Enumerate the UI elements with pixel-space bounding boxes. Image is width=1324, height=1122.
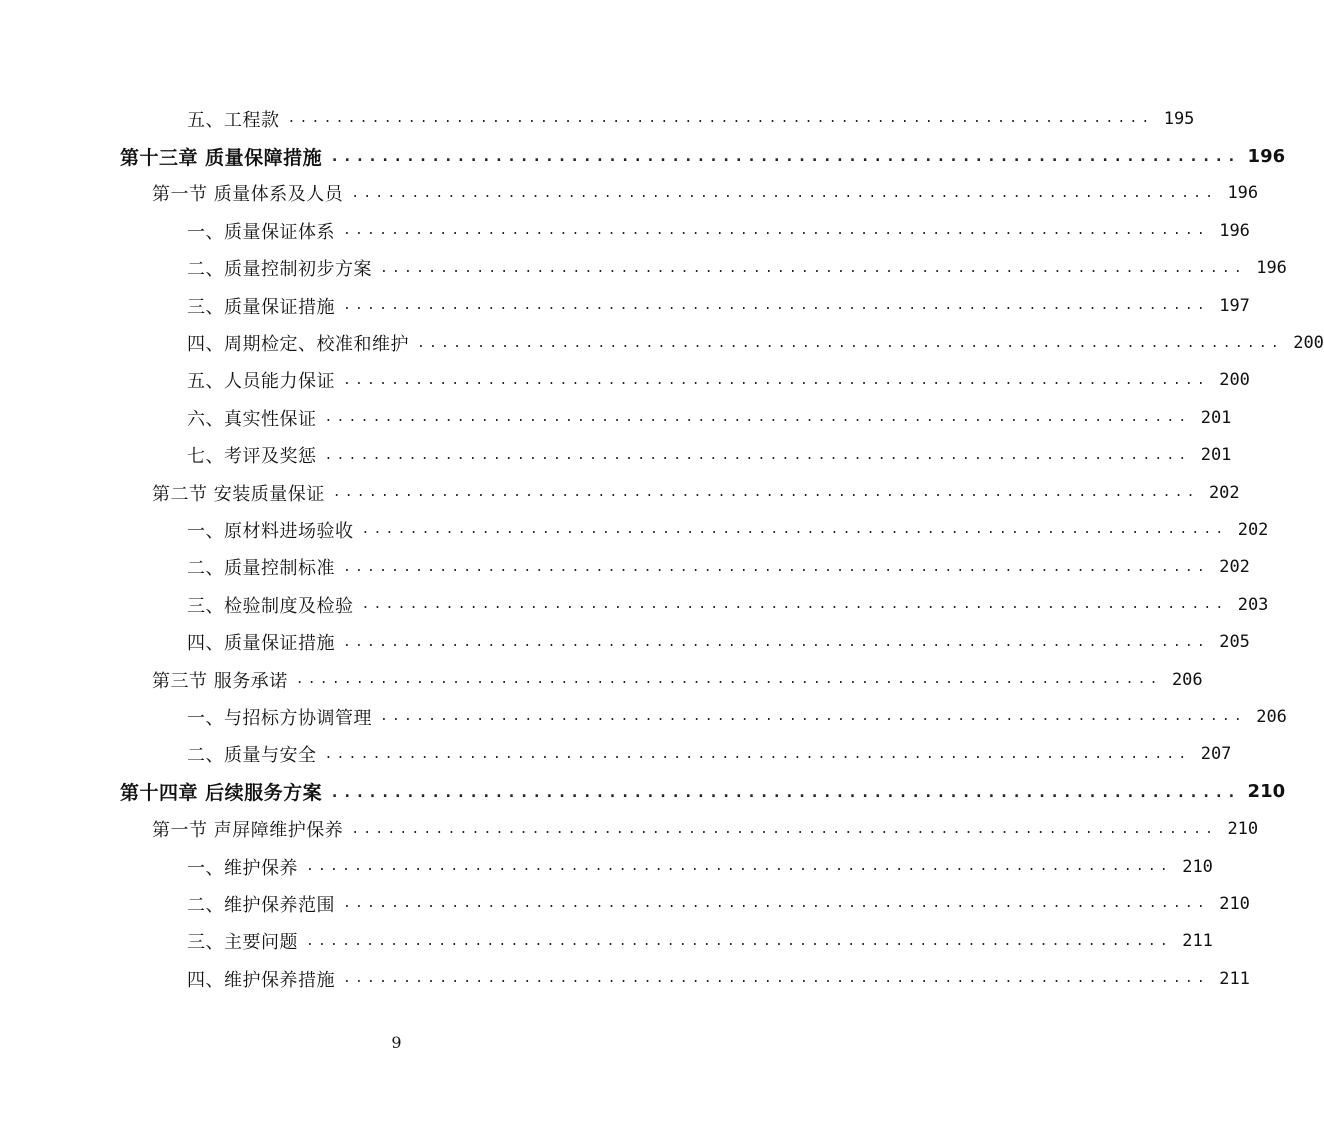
toc-entry-page: 210 <box>1247 781 1286 803</box>
toc-entry-title: 第十三章 质量保障措施 <box>120 146 323 169</box>
dot-leader: ........................................................................ <box>330 782 1240 801</box>
toc-chapter[interactable] <box>0 137 1286 174</box>
toc-entry-title: 一、原材料进场验收 <box>187 520 354 542</box>
toc-entry-page: 201 <box>1200 445 1232 466</box>
dot-leader: ........................................................................ <box>417 335 1283 351</box>
toc-entry-title: 四、质量保证措施 <box>187 633 335 655</box>
dot-leader: ........................................................................ <box>324 447 1191 463</box>
toc-entry[interactable] <box>0 212 1250 249</box>
toc-entry-page: 210 <box>1182 856 1213 877</box>
toc-entry-title: 五、工程款 <box>187 109 280 131</box>
toc-entry-page: 207 <box>1200 744 1232 765</box>
toc-entry-title: 一、维护保养 <box>187 857 298 879</box>
toc-entry[interactable] <box>0 960 1250 997</box>
toc-entry-title: 六、真实性保证 <box>187 408 317 430</box>
toc-entry-title: 七、考评及奖惩 <box>187 446 317 468</box>
toc-entry-title: 三、检验制度及检验 <box>187 595 354 617</box>
toc-entry-title: 二、质量控制标准 <box>187 558 335 580</box>
toc-entry[interactable] <box>0 549 1250 586</box>
toc-entry-title: 四、周期检定、校准和维护 <box>187 334 409 356</box>
dot-leader: ........................................................................ <box>343 372 1209 388</box>
dot-leader: ........................................................................ <box>343 298 1209 314</box>
toc-entry-page: 206 <box>1256 706 1287 727</box>
dot-leader: ........................................................................ <box>306 859 1172 874</box>
toc-entry-title: 第一节 质量体系及人员 <box>152 184 344 206</box>
toc-entry-title: 第十四章 后续服务方案 <box>120 782 323 805</box>
toc-entry-page: 202 <box>1219 557 1250 578</box>
toc-entry-title: 第二节 安装质量保证 <box>152 483 325 505</box>
toc-entry-page: 211 <box>1182 931 1213 952</box>
toc-entry-title: 三、主要问题 <box>187 932 298 954</box>
dot-leader: ........................................................................ <box>324 746 1191 762</box>
toc-entry-title: 第一节 声屏障维护保养 <box>152 820 344 842</box>
toc-entry-title: 二、质量控制初步方案 <box>187 259 372 281</box>
toc-entry-title: 第三节 服务承诺 <box>152 670 288 692</box>
toc-chapter[interactable] <box>0 773 1286 810</box>
dot-leader: ........................................................................ <box>343 634 1209 650</box>
toc-entry-page: 201 <box>1200 407 1232 428</box>
toc-entry-page: 206 <box>1171 669 1203 690</box>
toc-section[interactable] <box>0 810 1259 847</box>
toc-entry[interactable] <box>0 399 1232 436</box>
dot-leader: ........................................................................ <box>343 223 1209 239</box>
toc-entry[interactable] <box>0 923 1213 960</box>
toc-entry[interactable] <box>0 324 1324 361</box>
toc-entry[interactable] <box>0 100 1195 137</box>
dot-leader: ........................................................................ <box>361 522 1228 538</box>
dot-leader: ........................................................................ <box>306 933 1172 949</box>
toc-entry-page: 197 <box>1219 295 1250 316</box>
toc-entry[interactable] <box>0 698 1287 735</box>
toc-entry-page: 203 <box>1237 594 1269 615</box>
dot-leader: ........................................................................ <box>287 111 1154 127</box>
toc-section[interactable] <box>0 175 1259 212</box>
toc-entry[interactable] <box>0 362 1250 399</box>
toc-entry-title: 四、维护保养措施 <box>187 969 335 991</box>
toc-entry[interactable] <box>0 736 1232 773</box>
toc-entry[interactable] <box>0 250 1287 287</box>
dot-leader: ........................................................................ <box>332 485 1199 501</box>
toc-entry-page: 210 <box>1227 819 1259 840</box>
toc-entry-page: 195 <box>1163 108 1195 129</box>
toc-section[interactable] <box>0 661 1203 698</box>
toc-entry-page: 196 <box>1247 145 1286 167</box>
dot-leader: ........................................................................ <box>343 896 1209 912</box>
dot-leader: ........................................................................ <box>295 672 1162 688</box>
toc-entry-title: 二、维护保养范围 <box>187 894 335 916</box>
toc-section[interactable] <box>0 474 1240 511</box>
toc-entry[interactable] <box>0 437 1232 474</box>
toc-entry[interactable] <box>0 885 1250 922</box>
dot-leader: ........................................................................ <box>380 260 1246 276</box>
dot-leader: ........................................................................ <box>380 709 1246 725</box>
dot-leader: ........................................................................ <box>330 147 1240 166</box>
toc-entry-page: 202 <box>1237 519 1269 540</box>
toc-entry[interactable] <box>0 586 1269 623</box>
toc-entry-page: 205 <box>1219 632 1250 653</box>
toc-entry[interactable] <box>0 848 1213 885</box>
toc-entry-page: 200 <box>1293 333 1324 354</box>
toc-entry-page: 196 <box>1227 183 1259 204</box>
table-of-contents <box>0 100 1324 997</box>
toc-entry-title: 三、质量保证措施 <box>187 296 335 318</box>
dot-leader: ........................................................................ <box>351 185 1218 201</box>
dot-leader: ........................................................................ <box>351 821 1218 837</box>
toc-entry-page: 196 <box>1256 258 1287 279</box>
toc-entry-page: 210 <box>1219 893 1250 914</box>
page-number: 9 <box>391 1033 402 1052</box>
dot-leader: ........................................................................ <box>361 597 1228 613</box>
toc-entry-title: 五、人员能力保证 <box>187 371 335 393</box>
toc-entry-page: 200 <box>1219 370 1250 391</box>
toc-entry-page: 211 <box>1219 968 1250 989</box>
toc-entry[interactable] <box>0 287 1250 324</box>
toc-entry-title: 一、质量保证体系 <box>187 221 335 243</box>
toc-entry-title: 一、与招标方协调管理 <box>187 707 372 729</box>
toc-entry[interactable] <box>0 511 1269 548</box>
dot-leader: ........................................................................ <box>343 559 1209 575</box>
dot-leader: ........................................................................ <box>343 971 1209 987</box>
toc-entry[interactable] <box>0 623 1250 660</box>
toc-entry-page: 196 <box>1219 220 1250 241</box>
dot-leader: ........................................................................ <box>324 410 1191 426</box>
toc-entry-title: 二、质量与安全 <box>187 745 317 767</box>
toc-entry-page: 202 <box>1208 482 1240 503</box>
